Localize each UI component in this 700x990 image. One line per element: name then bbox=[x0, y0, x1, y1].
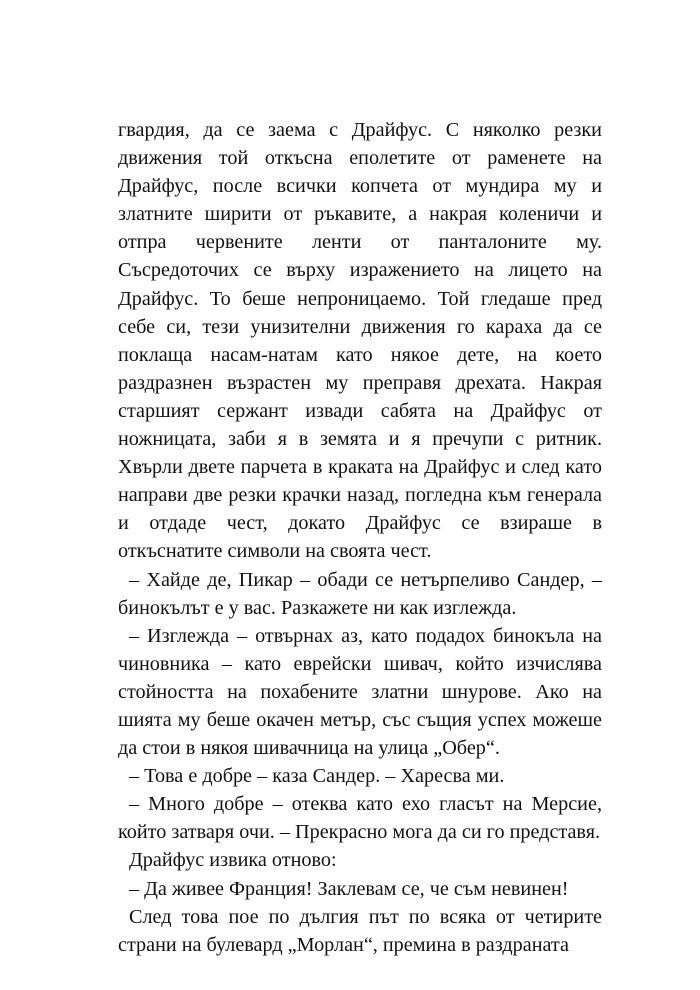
page-text bbox=[118, 116, 602, 959]
paragraph: гвардия, да се заема с Драйфус. С няколко резки движения той откъсна еполетите от раменете на Драйфус, после всички копчета от мундира му и златните ширити от ръкавите, а накрая коленичи и отпра червените ленти от панталоните му. Съсредоточих се върху изражението на лицето на Драйфус. То беше непроницаемо. Той гледаше пред себе си, тези унизителни движения го караха да се поклаща насам-натам като някое дете, на което раздразнен възрастен му преправя дрехата. Накрая старшият сержант извади сабята на Драйфус от ножницата, заби я в земята и я пречупи с ритник. Хвърли двете парчета в краката на Драйфус и след като направи две резки крачки назад, погледна към генерала и отдаде чест, докато Драйфус се взираше в откъснатите символи на своята чест. bbox=[118, 119, 602, 563]
paragraph: – Да живее Франция! Заклевам се, че съм невинен! bbox=[129, 877, 569, 900]
paragraph: Драйфус извика отново: bbox=[129, 849, 337, 872]
paragraph: След това пое по дългия път по всяка от четирите страни на булевард „Морлан“, премина в раздраната bbox=[118, 905, 602, 956]
paragraph: – Това е добре – каза Сандер. – Харесва ми. bbox=[129, 765, 505, 788]
paragraph: – Изглежда – отвърнах аз, като подадох бинокъла на чиновника – като еврейски шивач, който изчислява стойността на похабените златни шнурове. Ако на шията му беше окачен метър, със същия успех можеше да стои в някоя шивачница на улица „Обер“. bbox=[118, 624, 602, 760]
paragraph: – Хайде де, Пикар – обади се нетърпеливо Сандер, – бинокълът е у вас. Разкажете ни как изглежда. bbox=[118, 568, 602, 619]
paragraph: – Много добре – отеква като ехо гласът на Мерсие, който затваря очи. – Прекрасно мога да си го представя. bbox=[118, 793, 602, 844]
